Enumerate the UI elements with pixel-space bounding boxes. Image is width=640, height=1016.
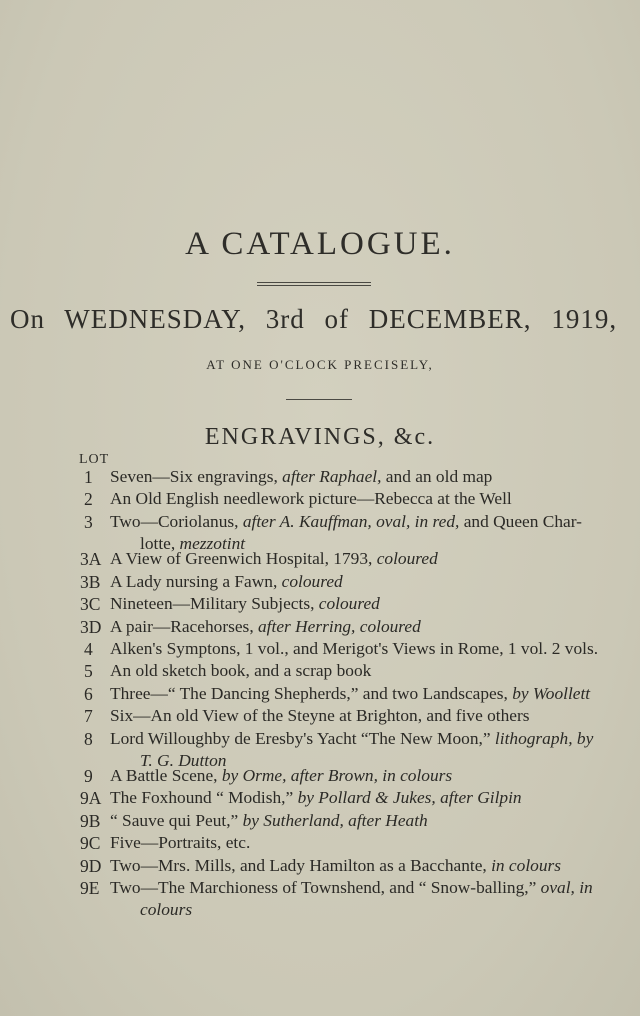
- catalogue-title: A CATALOGUE.: [185, 226, 455, 262]
- date-day: WEDNESDAY,: [64, 304, 247, 334]
- date-month: DECEMBER,: [368, 304, 532, 334]
- lot-text-italic: coloured: [376, 549, 438, 568]
- lot-description: [110, 593, 638, 615]
- section-heading: ENGRAVINGS, &c.: [204, 424, 436, 450]
- lot-text: An Old English needlework picture—Rebecca at the Well: [110, 489, 512, 508]
- lot-text: A Lady nursing a Fawn,: [110, 572, 282, 591]
- lot-text: Two—The Marchioness of Townshend, and “ Snow-balling,”: [110, 878, 541, 897]
- lot-number: 3: [84, 512, 93, 532]
- lot-text-italic: by Pollard & Jukes, after Gilpin: [297, 788, 522, 807]
- lot-description: [110, 787, 638, 809]
- lot-text: Three—“ The Dancing Shepherds,” and two Landscapes,: [110, 684, 513, 703]
- lot-description: [110, 488, 638, 510]
- lot-number: 3D: [80, 617, 102, 637]
- lot-text: A View of Greenwich Hospital, 1793,: [110, 549, 377, 568]
- lot-description: [110, 660, 638, 682]
- title-rule-bottom: [257, 285, 371, 286]
- lot-number: 4: [84, 639, 93, 659]
- lot-text: A Battle Scene,: [110, 766, 222, 785]
- lot-number: 6: [84, 684, 93, 704]
- lot-description: [110, 832, 638, 854]
- lot-number: 5: [84, 661, 93, 681]
- lot-description: [110, 548, 638, 570]
- date-on: On: [10, 304, 45, 334]
- lot-description: [110, 810, 638, 832]
- lot-text: Six—An old View of the Steyne at Brighton, and five others: [110, 706, 530, 725]
- lot-text: Two—Coriolanus,: [110, 512, 243, 531]
- lot-number: 9D: [80, 856, 102, 876]
- lot-text-rest: and an old map: [381, 467, 493, 486]
- lot-number: 3C: [80, 594, 101, 614]
- title-rule-top: [257, 282, 371, 283]
- lot-text-italic: coloured: [281, 572, 343, 591]
- lot-description: [110, 855, 638, 877]
- lot-description: [110, 466, 638, 488]
- lot-number: 1: [84, 467, 93, 487]
- lot-text: Lord Willoughby de Eresby's Yacht “The New Moon,”: [110, 729, 495, 748]
- lot-description: [110, 638, 638, 660]
- lot-column-heading: LOT: [79, 452, 110, 467]
- lot-number: 9: [84, 766, 93, 786]
- lot-text: Alken's Symptons, 1 vol., and Merigot's Views in Rome, 1 vol. 2 vols.: [110, 639, 599, 658]
- lot-text: Five—Portraits, etc.: [110, 833, 251, 852]
- lot-text-italic: oval, in: [540, 878, 593, 897]
- lot-description: [110, 616, 638, 638]
- lot-text: Seven—Six engravings,: [110, 467, 283, 486]
- lot-text-italic: coloured: [318, 594, 380, 613]
- lot-number: 9C: [80, 833, 101, 853]
- lot-description: [110, 683, 638, 705]
- lot-continuation-italic: mezzotint: [179, 534, 246, 553]
- lot-text-italic: by Woollett: [512, 684, 591, 703]
- lot-text-italic: after A. Kauffman, oval, in red,: [242, 512, 460, 531]
- lot-continuation-italic: T. G. Dutton: [140, 751, 227, 770]
- lot-text: Two—Mrs. Mills, and Lady Hamilton as a Bacchante,: [110, 856, 492, 875]
- lot-number: 3B: [80, 572, 101, 592]
- lot-text: An old sketch book, and a scrap book: [110, 661, 372, 680]
- lot-number: 9A: [80, 788, 102, 808]
- lot-description: [110, 877, 638, 921]
- lot-description: [110, 705, 638, 727]
- sale-date-line: [10, 304, 640, 335]
- date-date: 3rd: [265, 304, 305, 334]
- lot-text: “ Sauve qui Peut,”: [110, 811, 243, 830]
- sale-time-line: AT ONE O'CLOCK PRECISELY,: [206, 357, 434, 372]
- date-year: 1919,: [551, 304, 618, 334]
- section-rule: [286, 399, 352, 400]
- lot-continuation-text: lotte,: [140, 534, 180, 553]
- lot-text: A pair—Racehorses,: [110, 617, 258, 636]
- lot-text-italic: by Sutherland, after Heath: [242, 811, 428, 830]
- lot-number: 9E: [80, 878, 100, 898]
- lot-text: The Foxhound “ Modish,”: [110, 788, 298, 807]
- lot-text-italic: after Herring, coloured: [258, 617, 421, 636]
- date-of: of: [324, 304, 350, 334]
- lot-description: [110, 765, 638, 787]
- lot-description: [110, 571, 638, 593]
- lot-continuation-italic: colours: [140, 900, 193, 919]
- lot-text-italic: by Orme, after Brown, in colours: [221, 766, 453, 785]
- lot-text-italic: lithograph, by: [494, 729, 594, 748]
- lot-text-italic: in colours: [491, 856, 562, 875]
- lot-number: 9B: [80, 811, 101, 831]
- lot-text-rest: and Queen Char-: [459, 512, 582, 531]
- lot-continuation: [110, 899, 638, 921]
- lot-text-italic: after Raphael,: [282, 467, 382, 486]
- lot-number: 2: [84, 489, 93, 509]
- lot-number: 8: [84, 729, 93, 749]
- lot-number: 7: [84, 706, 93, 726]
- lot-number: 3A: [80, 549, 102, 569]
- lot-text: Nineteen—Military Subjects,: [110, 594, 319, 613]
